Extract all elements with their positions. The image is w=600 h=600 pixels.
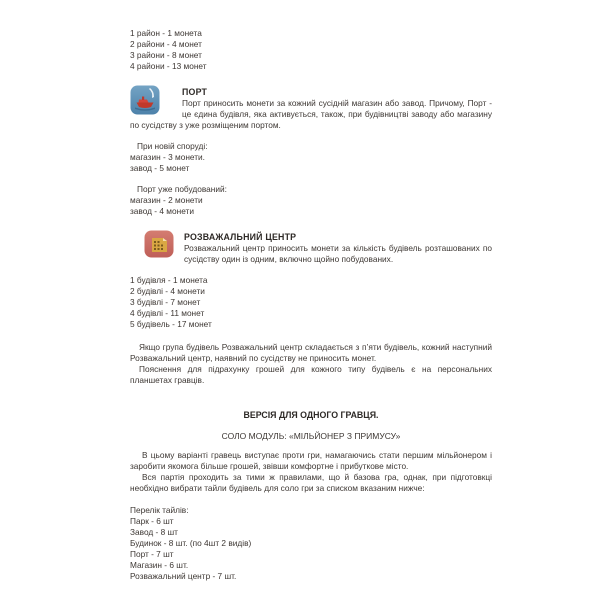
tile-count-row: Будинок - 8 шт. (по 4шт 2 видів) [130,538,252,548]
entertainment-note: Якщо група будівель Розважальний центр складається з п’яти будівель, кожний наступний Розважальний центр, наявний по сусідству не приносить монет. [130,342,492,363]
entertainment-income-row: 2 будівлі - 4 монети [130,286,205,296]
tiles-list-block [130,505,492,582]
district-income-row: 2 райони - 4 монет [130,39,202,49]
tile-count-row: Розважальний центр - 7 шт. [130,571,237,581]
solo-paragraphs [130,450,492,494]
port-income-row: магазин - 3 монети. [130,152,205,162]
entertainment-income-row: 5 будівель - 17 монет [130,319,212,329]
port-income-row: завод - 4 монети [130,206,194,216]
port-description: Порт приносить монети за кожний сусідній магазин або завод. Причому, Порт - це єдина будівля, яка активується, також, при будівництві заводу або магазину по сусідству з уже розміщеним портом. [130,98,492,130]
port-boat-icon [130,85,160,115]
district-income-list [130,28,492,72]
entertainment-notes [130,342,492,386]
solo-paragraph: Вся партія проходить за тими ж правилами, що й базова гра, однак, при підготовкці необхідно вибрати тайли будівель для соло гри за списком вказаним нижче: [130,472,492,493]
solo-paragraph: В цьому варіанті гравець виступає проти гри, намагаючись стати першим мільйонером і заробити якомога більше грошей, звівши комфортне і прибуткове місто. [130,450,492,471]
entertainment-center-icon [144,230,174,258]
port-new-building-list [130,152,492,174]
rulebook-page [130,28,492,582]
port-income-row: завод - 5 монет [130,163,190,173]
entertainment-note: Пояснення для підрахунку грошей для кожного типу будівель є на персональних планшетах гравців. [130,364,492,385]
tiles-list [130,516,492,582]
entertainment-section [130,229,492,386]
entertainment-income-row: 4 будівлі - 11 монет [130,308,205,318]
entertainment-income-row: 3 будівлі - 7 монет [130,297,201,307]
port-built-list [130,195,492,217]
solo-heading: ВЕРСІЯ ДЛЯ ОДНОГО ГРАВЦЯ. [243,410,379,420]
port-new-building-label: При новій споруді: [137,141,208,151]
solo-section [130,410,492,582]
port-built-label: Порт уже побудований: [137,184,227,194]
district-income-row: 3 райони - 8 монет [130,50,202,60]
tile-count-row: Завод - 8 шт [130,527,178,537]
entertainment-income-list [130,275,492,330]
solo-subheading: СОЛО МОДУЛЬ: «МІЛЬЙОНЕР З ПРИМУСУ» [221,431,401,441]
port-section [130,84,492,217]
tile-count-row: Порт - 7 шт [130,549,174,559]
tile-count-row: Парк - 6 шт [130,516,174,526]
entertainment-description: Розважальний центр приносить монети за кількість будівель розташованих по сусідству один із одним, включно щойно побудованих. [184,243,492,264]
district-income-row: 4 райони - 13 монет [130,61,207,71]
port-title: ПОРТ [182,87,208,97]
entertainment-income-row: 1 будівля - 1 монета [130,275,208,285]
district-income-row: 1 район - 1 монета [130,28,202,38]
tile-count-row: Магазин - 6 шт. [130,560,189,570]
port-income-row: магазин - 2 монети [130,195,203,205]
tiles-list-label: Перелік тайлів: [130,505,189,515]
entertainment-title: РОЗВАЖАЛЬНИЙ ЦЕНТР [184,232,297,242]
